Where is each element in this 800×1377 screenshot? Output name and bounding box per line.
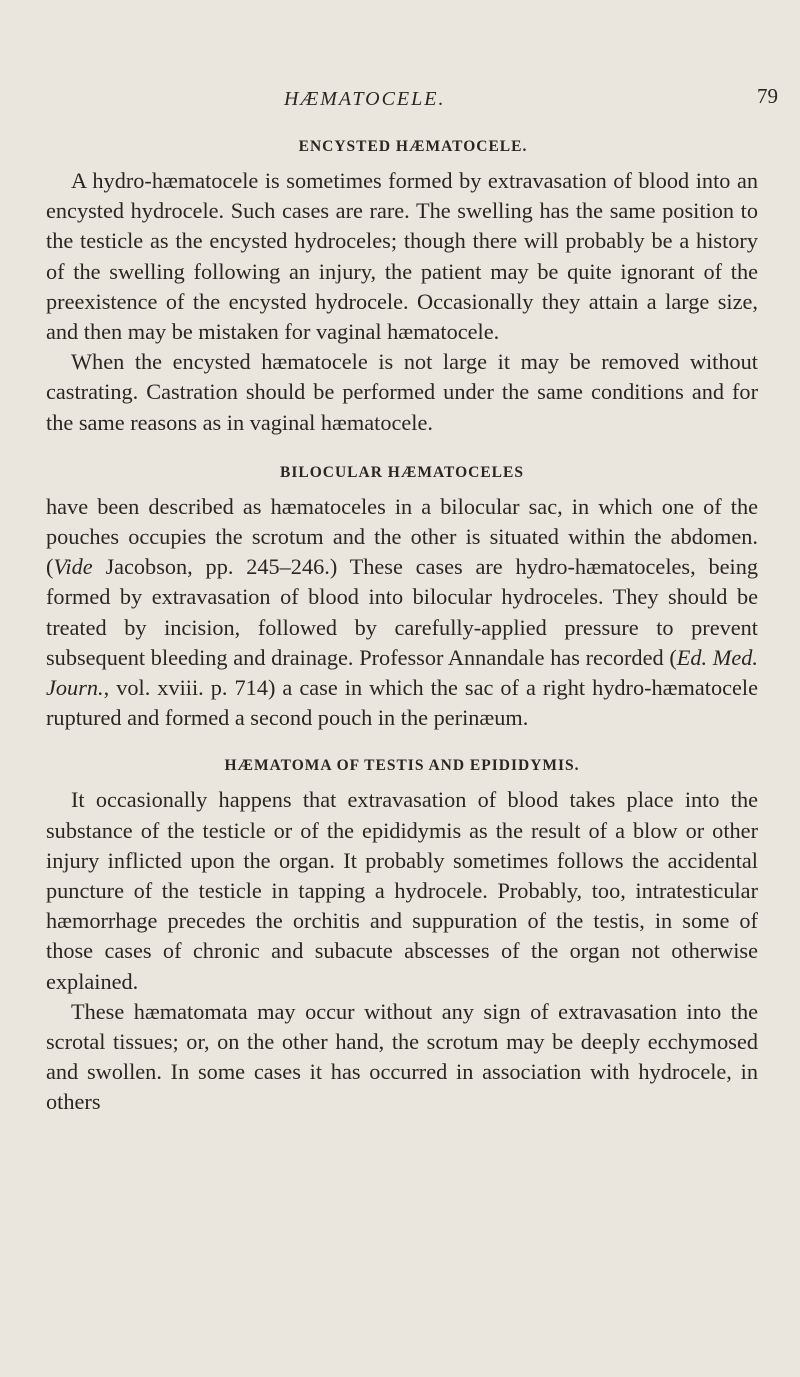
italic-citation: Ed. Med. Journ. bbox=[46, 644, 758, 701]
paragraph: These hæmatomata may occur without any sign of extravasation into the scrotal tissues; or, on the other hand, the scrotum may be deeply ecchymosed and swollen. In some cases it has occurred in association with hydrocele, in others bbox=[46, 998, 758, 1115]
text-run: have been described as hæmatoceles in a bilocular sac, in which one of the pouches occupies the scrotum and the other is situated within the abdomen. ( bbox=[46, 493, 758, 580]
running-head-title: HÆMATOCELE. bbox=[284, 88, 446, 110]
paragraph: When the encysted hæmatocele is not large it may be removed without castrating. Castration should be performed under the same conditions and for the same reasons as in vaginal hæmatocele. bbox=[46, 349, 758, 435]
text-run: Jacobson, pp. 245–246.) These cases are hydro-hæmatoceles, being formed by extravasation of blood into bilocular hydroceles. They should be treated by incision, followed by carefully-applied pressure to prevent subsequent bleeding and drainage. Professor Annandale has recorded ( bbox=[46, 554, 758, 670]
page-body bbox=[46, 138, 758, 1118]
paragraph: A hydro-hæmatocele is sometimes formed by extravasation of blood into an encysted hydrocele. Such cases are rare. The swelling has the same position to the testicle as the encysted hydroceles; though there will probably be a history of the swelling following an injury, the patient may be quite ignorant of the preexistence of the encysted hydrocele. Occasionally they attain a large size, and then may be mistaken for vaginal hæmatocele. bbox=[46, 168, 758, 345]
text-run: , vol. xviii. p. 714) a case in which the sac of a right hydro-hæmatocele ruptured and formed a second pouch in the perinæum. bbox=[46, 675, 758, 731]
section-heading-haematoma: HÆMATOMA OF TESTIS AND EPIDIDYMIS. bbox=[224, 757, 580, 775]
italic-text: Vide bbox=[53, 554, 93, 580]
paragraph bbox=[46, 492, 758, 734]
running-head bbox=[0, 84, 800, 118]
section-heading-bilocular: BILOCULAR HÆMATOCELES bbox=[280, 463, 524, 481]
paragraph: It occasionally happens that extravasation of blood takes place into the substance of the testicle or of the epididymis as the result of a blow or other injury inflicted upon the organ. It probably sometimes follows the accidental puncture of the testicle in tapping a hydrocele. Probably, too, intratesticular hæmorrhage precedes the orchitis and suppuration of the testis, in some of those cases of chronic and subacute abscesses of the organ not otherwise explained. bbox=[46, 787, 758, 994]
section-heading-encysted: ENCYSTED HÆMATOCELE. bbox=[298, 138, 528, 155]
page-number: 79 bbox=[757, 84, 778, 108]
